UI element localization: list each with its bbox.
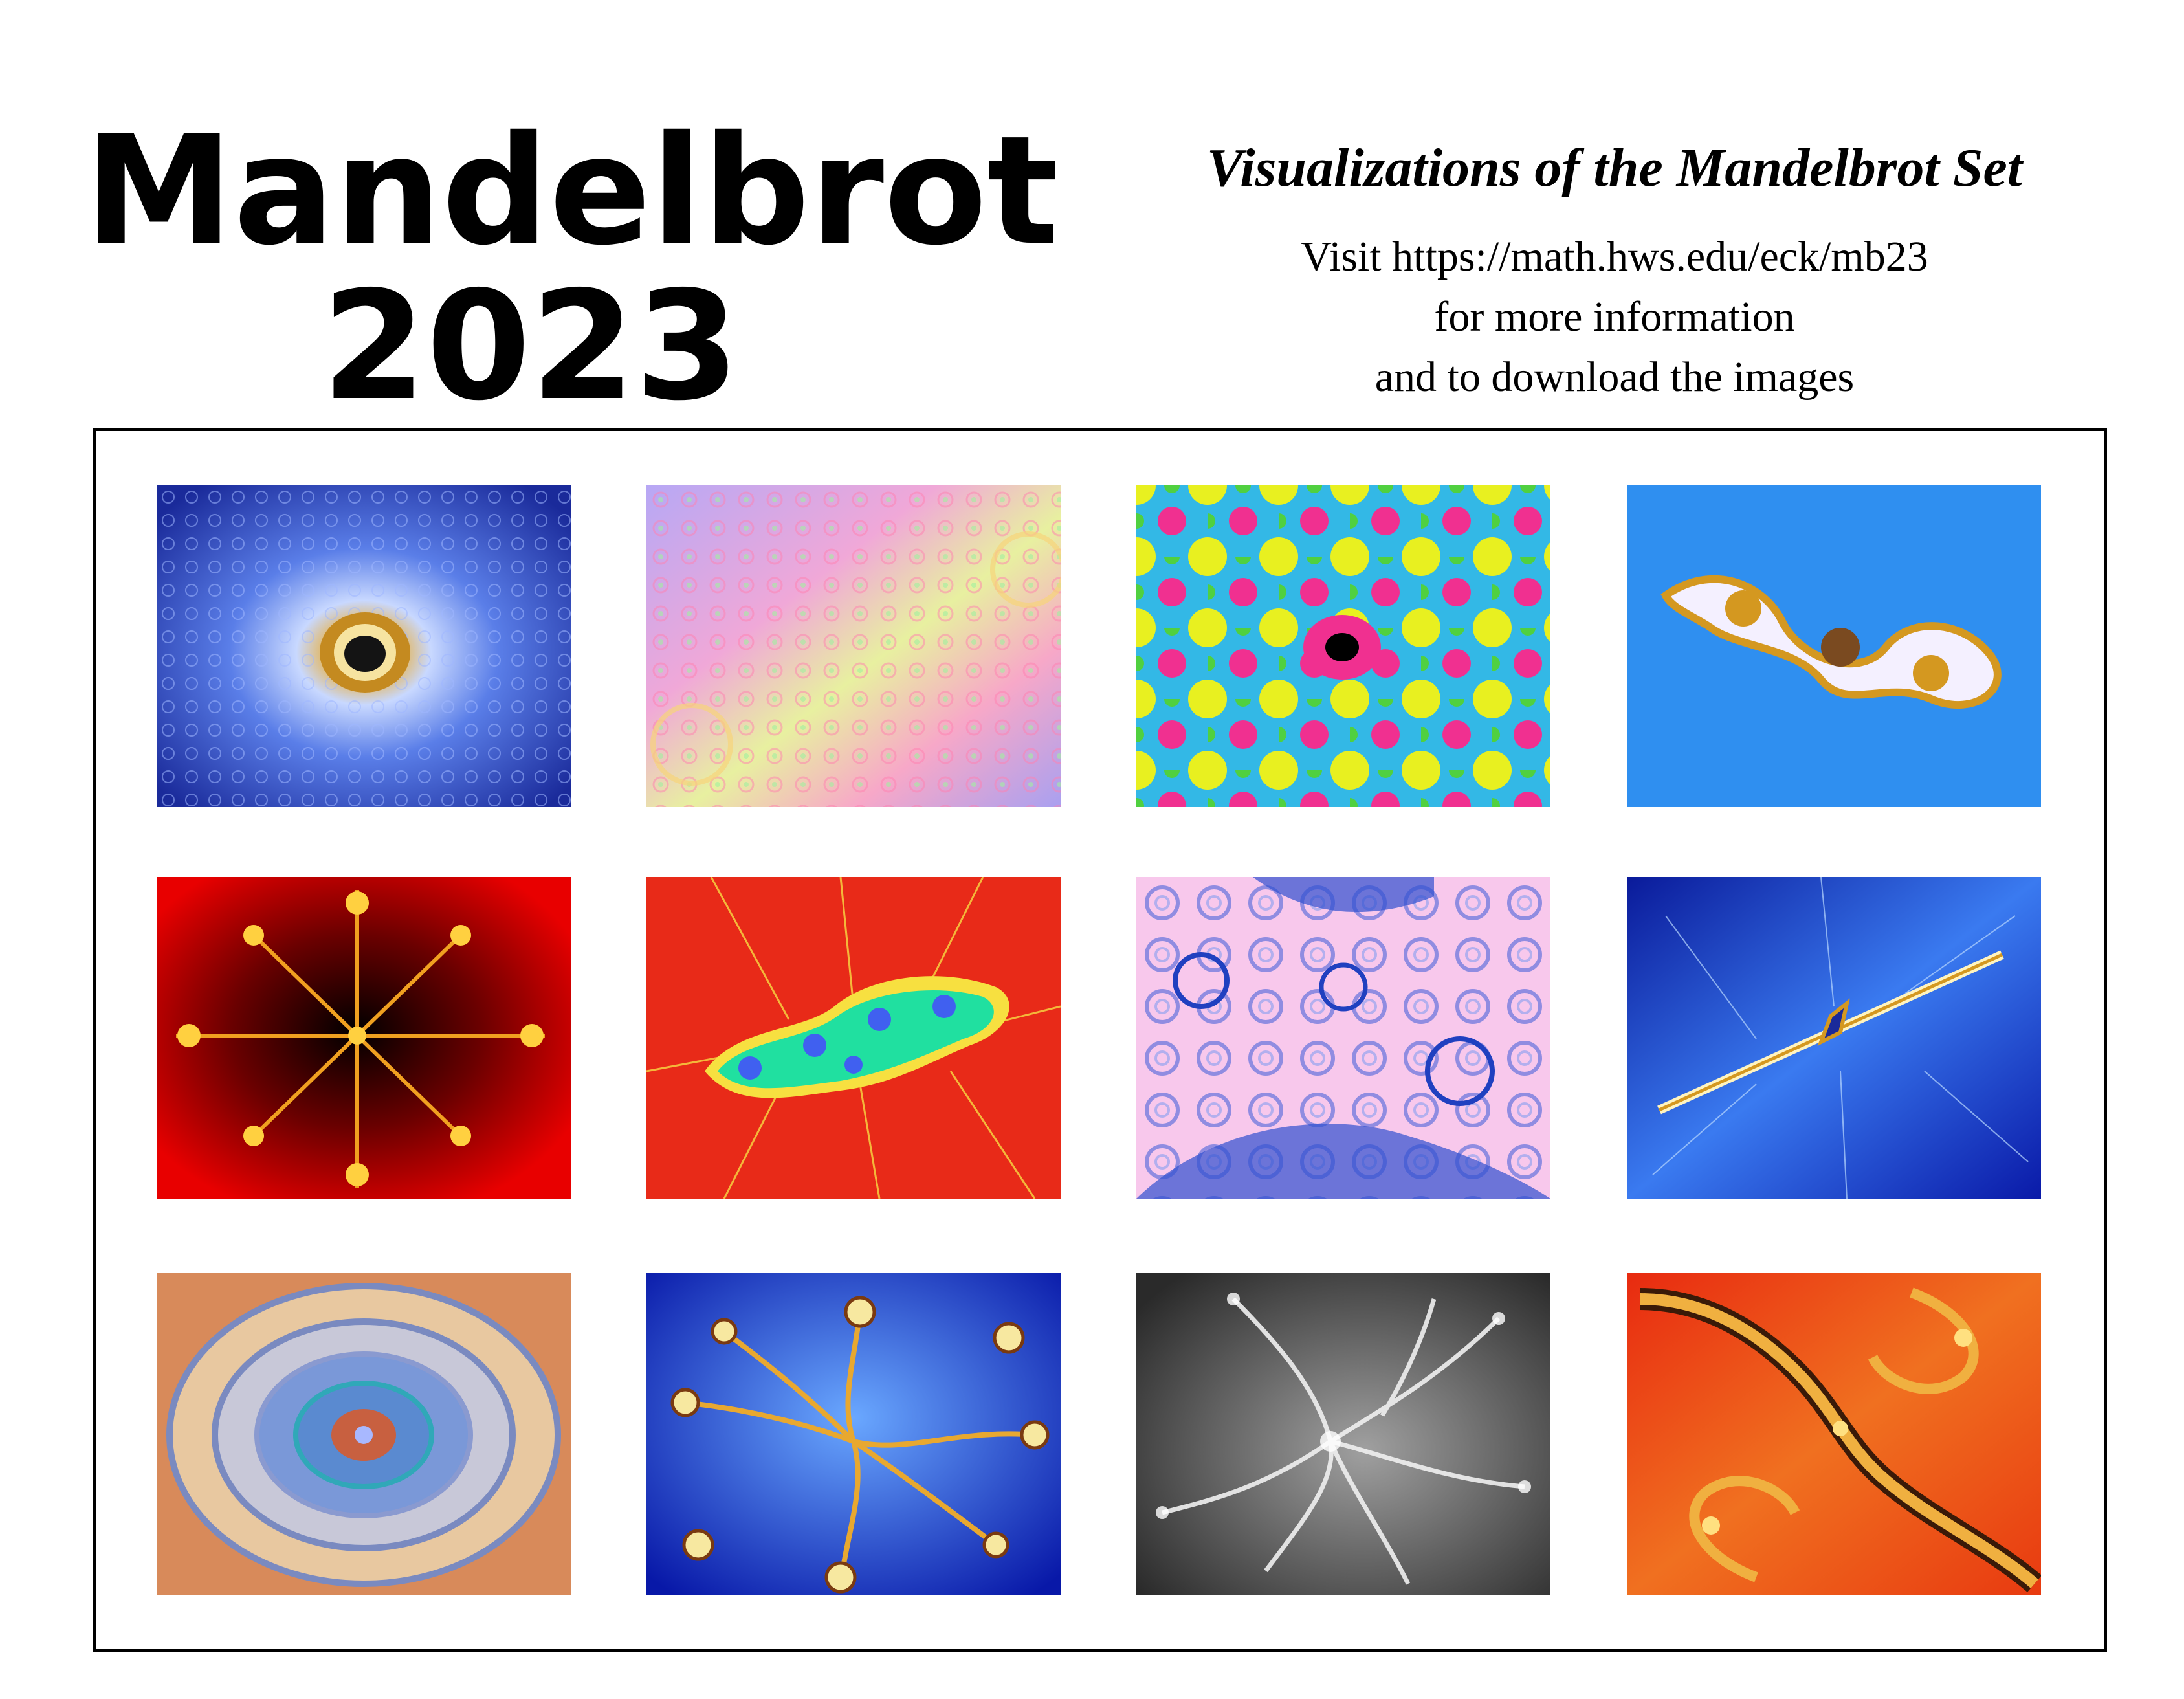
info-line-2: for more information [1434, 293, 1795, 340]
title-line-1: Mandelbrot [84, 104, 1059, 278]
fractal-image-1 [157, 485, 571, 807]
fractal-image-5 [157, 877, 571, 1199]
fractal-image-8 [1627, 877, 2041, 1199]
fractal-image-6 [646, 877, 1061, 1199]
fractal-image-7 [1136, 877, 1550, 1199]
fractal-image-3 [1136, 485, 1550, 807]
page-title [84, 104, 1059, 434]
subtitle: Visualizations of the Mandelbrot Set [1206, 138, 2023, 198]
fractal-image-10 [646, 1273, 1061, 1595]
info-line-1: Visit https://math.hws.edu/eck/mb23 [1301, 233, 1928, 280]
fractal-image-2 [646, 485, 1061, 807]
info-line-3: and to download the images [1374, 353, 1855, 401]
fractal-image-12 [1627, 1273, 2041, 1595]
fractal-image-11 [1136, 1273, 1550, 1595]
fractal-image-9 [157, 1273, 571, 1595]
fractal-image-4 [1627, 485, 2041, 807]
info-text [1152, 227, 2077, 407]
title-line-2: 2023 [322, 259, 740, 434]
